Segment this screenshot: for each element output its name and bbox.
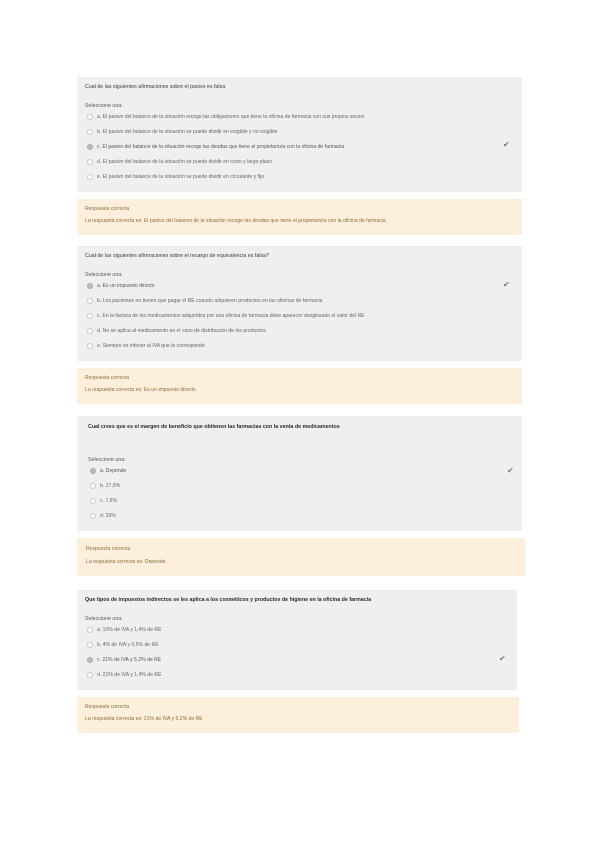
option-d[interactable]: [87, 159, 272, 165]
option-b[interactable]: [87, 642, 159, 648]
radio-icon[interactable]: [87, 313, 93, 319]
radio-icon[interactable]: [87, 159, 93, 165]
radio-icon[interactable]: [90, 468, 96, 474]
option-label: a. 10% de IVA y 1,4% de RE: [97, 627, 162, 633]
option-e[interactable]: [87, 174, 264, 180]
option-c[interactable]: [87, 657, 161, 663]
option-label: c. En la factura de los medicamentos adquiridos por una oficina de farmacia debe aparecer desglosado el valor del RE: [97, 313, 365, 319]
radio-icon[interactable]: [87, 343, 93, 349]
option-label: c. 21% de IVA y 5,2% de RE: [97, 657, 162, 663]
option-label: a. El pasivo del balance de la situación recoge las obligaciones que tiene la oficina de farmacia con sus propios socios: [97, 114, 365, 120]
option-a[interactable]: [87, 114, 364, 120]
radio-icon[interactable]: [87, 298, 93, 304]
feedback-title: Respuesta correcta: [86, 546, 131, 552]
option-label: e. El pasivo del balance de la situación se puede dividir en circulante y fijo: [97, 174, 265, 180]
option-label: c. 7,6%: [100, 498, 117, 504]
radio-icon[interactable]: [87, 174, 93, 180]
select-prompt: Seleccione una:: [88, 457, 126, 463]
radio-icon[interactable]: [87, 627, 93, 633]
radio-icon[interactable]: [90, 483, 96, 489]
feedback-answer: La respuesta correcta es: Depende: [86, 559, 166, 565]
option-label: d. El pasivo del balance de la situación se puede dividir en corto y largo plazo: [97, 159, 272, 165]
feedback-box-2: [77, 368, 522, 404]
radio-icon[interactable]: [87, 328, 93, 334]
option-label: d. 33%: [100, 513, 116, 519]
option-label: b. El pasivo del balance de la situación se puede dividir en exigible y no exigible: [97, 129, 278, 135]
question-card-2: [77, 246, 522, 361]
feedback-title: Respuesta correcta: [85, 704, 130, 710]
option-a[interactable]: [87, 627, 161, 633]
feedback-box-3: [77, 538, 525, 576]
radio-icon[interactable]: [87, 114, 93, 120]
question-text: Cual de las siguientes afirmaciones sobre el pasivo es falsa: [85, 84, 226, 90]
radio-icon[interactable]: [90, 513, 96, 519]
option-c[interactable]: [87, 313, 365, 319]
option-d[interactable]: [87, 672, 161, 678]
feedback-answer: La respuesta correcta es: Es un impuesto directo: [85, 387, 196, 393]
option-a[interactable]: [90, 468, 126, 474]
option-label: b. 4% de IVA y 0,5% de RE: [97, 642, 159, 648]
option-label: a. Depende: [100, 468, 127, 474]
feedback-answer: La respuesta correcta es: 21% de IVA y 5,2% de RE: [85, 716, 203, 722]
option-label: b. Los pacientes no tienen que pagar el RE cuando adquieren productos en las oficinas de farmacia: [97, 298, 323, 304]
option-label: a. Es un impuesto directo: [97, 283, 155, 289]
feedback-title: Respuesta correcta: [85, 206, 130, 212]
question-card-3: [77, 416, 522, 531]
radio-icon[interactable]: [87, 672, 93, 678]
option-b[interactable]: [87, 298, 322, 304]
radio-icon[interactable]: [87, 657, 93, 663]
question-text: Cual de las siguientes afirmaciones sobre el recargo de equivalencia es falsa?: [85, 253, 270, 259]
radio-icon[interactable]: [87, 642, 93, 648]
checkmark-icon: ✔: [499, 654, 506, 663]
select-prompt: Seleccione una:: [85, 103, 123, 109]
feedback-answer: La respuesta correcta es: El pasivo del balance de la situación recoge las deudas que tiene el propietario/a con la oficina de farmacia: [85, 218, 386, 224]
select-prompt: Seleccione una:: [85, 616, 123, 622]
feedback-box-4: [77, 697, 519, 733]
radio-icon[interactable]: [87, 283, 93, 289]
question-card-1: [77, 77, 522, 192]
select-prompt: Seleccione una:: [85, 272, 123, 278]
option-label: d. No se aplica al medicamento en el caso de distribución de los productos: [97, 328, 266, 334]
option-b[interactable]: [90, 483, 120, 489]
option-label: c. El pasivo del balance de la situación recoge las deudas que tiene el propietario/a con la oficina de farmacia: [97, 144, 345, 150]
option-a[interactable]: [87, 283, 154, 289]
question-text: Cual crees que es el margen de beneficio que obtienen las farmacias con la venta de medicamentos: [88, 424, 340, 430]
option-e[interactable]: [87, 343, 205, 349]
radio-icon[interactable]: [90, 498, 96, 504]
option-d[interactable]: [90, 513, 116, 519]
feedback-box-1: [77, 199, 522, 235]
option-label: e. Siempre es inferior al IVA que le corresponde: [97, 343, 205, 349]
radio-icon[interactable]: [87, 129, 93, 135]
question-text: Que tipos de impuestos indirectos se les aplica a los cosméticos y productos de higiene en la oficina de farmacia: [85, 597, 372, 603]
radio-icon[interactable]: [87, 144, 93, 150]
checkmark-icon: ✔: [507, 466, 514, 475]
option-label: d. 21% de IVA y 1,4% de RE: [97, 672, 162, 678]
checkmark-icon: ✔: [503, 280, 510, 289]
option-d[interactable]: [87, 328, 266, 334]
question-card-4: [77, 590, 517, 690]
feedback-title: Respuesta correcta: [85, 375, 130, 381]
option-c[interactable]: [90, 498, 117, 504]
option-label: b. 27,9%: [100, 483, 121, 489]
option-c[interactable]: [87, 144, 344, 150]
option-b[interactable]: [87, 129, 277, 135]
checkmark-icon: ✔: [503, 140, 510, 149]
